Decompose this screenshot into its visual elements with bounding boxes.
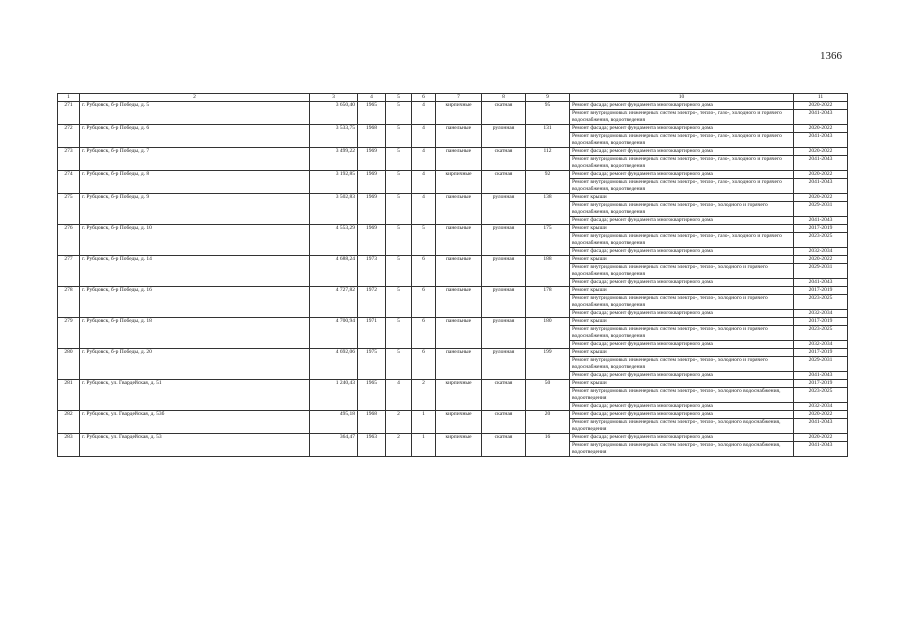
work-type-cell: Ремонт внутридомовых инженерных систем электро-, тепло-, газо-, холодного и горячего водоснабжения, водоотведения — [570, 233, 794, 248]
column-header-10: 10 — [570, 94, 794, 102]
column-header-11: 11 — [794, 94, 848, 102]
work-type-cell: Ремонт фасада; ремонт фундамента многоквартирного дома — [570, 217, 794, 225]
entrances-cell: 5 — [412, 225, 436, 256]
apartments-cell: 199 — [526, 349, 570, 380]
walls-material-cell: кирпичные — [436, 434, 482, 457]
walls-material-cell: панельные — [436, 225, 482, 256]
area-cell: 3 192,85 — [310, 171, 358, 194]
work-type-cell: Ремонт внутридомовых инженерных систем электро-, тепло-, холодного и горячего водоснабжения, водоотведения — [570, 326, 794, 341]
work-period-cell: 2041-2043 — [794, 442, 848, 457]
entrances-cell: 4 — [412, 148, 436, 171]
floors-cell: 5 — [386, 102, 412, 125]
work-type-cell: Ремонт фасада; ремонт фундамента многоквартирного дома — [570, 125, 794, 133]
walls-material-cell: кирпичные — [436, 411, 482, 434]
row-number: 281 — [58, 380, 80, 411]
apartments-cell: 92 — [526, 171, 570, 194]
column-header-3: 3 — [310, 94, 358, 102]
entrances-cell: 2 — [412, 380, 436, 411]
row-number: 280 — [58, 349, 80, 380]
work-type-cell: Ремонт внутридомовых инженерных систем электро-, тепло-, холодного водоснабжения, водоотведения — [570, 419, 794, 434]
work-type-cell: Ремонт внутридомовых инженерных систем электро-, тепло-, холодного и горячего водоснабжения, водоотведения — [570, 202, 794, 217]
work-period-cell: 2017-2019 — [794, 318, 848, 326]
apartments-cell: 50 — [526, 380, 570, 411]
year-cell: 1972 — [358, 287, 386, 318]
table-row — [58, 148, 848, 156]
address-cell: г. Рубцовск, ул. Гвардейская, д. 53 — [80, 434, 310, 457]
column-header-6: 6 — [412, 94, 436, 102]
work-type-cell: Ремонт внутридомовых инженерных систем электро-, тепло-, холодного и горячего водоснабжения, водоотведения — [570, 264, 794, 279]
entrances-cell: 4 — [412, 194, 436, 225]
walls-material-cell: панельные — [436, 125, 482, 148]
area-cell: 4 727,82 — [310, 287, 358, 318]
work-type-cell: Ремонт фасада; ремонт фундамента многоквартирного дома — [570, 403, 794, 411]
work-type-cell: Ремонт внутридомовых инженерных систем электро-, тепло-, газо-, холодного и горячего водоснабжения, водоотведения — [570, 156, 794, 171]
work-period-cell: 2023-2025 — [794, 295, 848, 310]
address-cell: г. Рубцовск, б-р Победы, д. 6 — [80, 125, 310, 148]
entrances-cell: 4 — [412, 102, 436, 125]
entrances-cell: 6 — [412, 349, 436, 380]
roof-type-cell: скатная — [482, 380, 526, 411]
area-cell: 1 240,43 — [310, 380, 358, 411]
address-cell: г. Рубцовск, б-р Победы, д. 10 — [80, 225, 310, 256]
year-cell: 1965 — [358, 102, 386, 125]
walls-material-cell: панельные — [436, 287, 482, 318]
work-type-cell: Ремонт фасада; ремонт фундамента многоквартирного дома — [570, 372, 794, 380]
work-period-cell: 2041-2043 — [794, 156, 848, 171]
roof-type-cell: рулонная — [482, 125, 526, 148]
row-number: 275 — [58, 194, 80, 225]
work-period-cell: 2041-2043 — [794, 133, 848, 148]
work-type-cell: Ремонт фасада; ремонт фундамента многоквартирного дома — [570, 434, 794, 442]
roof-type-cell: скатная — [482, 434, 526, 457]
work-period-cell: 2017-2019 — [794, 380, 848, 388]
table-row — [58, 194, 848, 202]
column-header-8: 8 — [482, 94, 526, 102]
work-period-cell: 2041-2043 — [794, 419, 848, 434]
work-type-cell: Ремонт крыши — [570, 287, 794, 295]
work-type-cell: Ремонт внутридомовых инженерных систем электро-, тепло-, газо-, холодного и горячего водоснабжения, водоотведения — [570, 179, 794, 194]
area-cell: 4 700,94 — [310, 318, 358, 349]
walls-material-cell: панельные — [436, 256, 482, 287]
table-row — [58, 225, 848, 233]
work-type-cell: Ремонт фасада; ремонт фундамента многоквартирного дома — [570, 341, 794, 349]
work-period-cell: 2020-2022 — [794, 171, 848, 179]
row-number: 283 — [58, 434, 80, 457]
housing-register-table — [57, 93, 848, 457]
row-number: 278 — [58, 287, 80, 318]
work-period-cell: 2020-2022 — [794, 148, 848, 156]
address-cell: г. Рубцовск, б-р Победы, д. 8 — [80, 171, 310, 194]
entrances-cell: 6 — [412, 318, 436, 349]
apartments-cell: 95 — [526, 102, 570, 125]
work-type-cell: Ремонт внутридомовых инженерных систем электро-, тепло-, газо-, холодного и горячего водоснабжения, водоотведения — [570, 110, 794, 125]
work-type-cell: Ремонт фасада; ремонт фундамента многоквартирного дома — [570, 310, 794, 318]
apartments-cell: 138 — [526, 194, 570, 225]
work-period-cell: 2041-2043 — [794, 372, 848, 380]
work-type-cell: Ремонт крыши — [570, 349, 794, 357]
table-row — [58, 434, 848, 442]
floors-cell: 5 — [386, 318, 412, 349]
work-type-cell: Ремонт фасада; ремонт фундамента многоквартирного дома — [570, 411, 794, 419]
row-number: 276 — [58, 225, 80, 256]
floors-cell: 5 — [386, 225, 412, 256]
work-type-cell: Ремонт внутридомовых инженерных систем электро-, тепло-, газо-, холодного и горячего водоснабжения, водоотведения — [570, 133, 794, 148]
walls-material-cell: панельные — [436, 148, 482, 171]
row-number: 274 — [58, 171, 80, 194]
work-type-cell: Ремонт фасада; ремонт фундамента многоквартирного дома — [570, 248, 794, 256]
roof-type-cell: скатная — [482, 171, 526, 194]
work-period-cell: 2032-2034 — [794, 341, 848, 349]
area-cell: 4 692,06 — [310, 349, 358, 380]
work-type-cell: Ремонт фасада; ремонт фундамента многоквартирного дома — [570, 279, 794, 287]
year-cell: 1973 — [358, 256, 386, 287]
row-number: 273 — [58, 148, 80, 171]
work-period-cell: 2029-2031 — [794, 264, 848, 279]
work-period-cell: 2029-2031 — [794, 357, 848, 372]
work-period-cell: 2032-2034 — [794, 310, 848, 318]
column-header-5: 5 — [386, 94, 412, 102]
floors-cell: 4 — [386, 380, 412, 411]
table-row — [58, 102, 848, 110]
address-cell: г. Рубцовск, б-р Победы, д. 9 — [80, 194, 310, 225]
roof-type-cell: рулонная — [482, 287, 526, 318]
roof-type-cell: рулонная — [482, 318, 526, 349]
row-number: 277 — [58, 256, 80, 287]
work-type-cell: Ремонт внутридомовых инженерных систем электро-, тепло-, холодного и горячего водоснабжения, водоотведения — [570, 357, 794, 372]
work-type-cell: Ремонт крыши — [570, 194, 794, 202]
area-cell: 4 553,29 — [310, 225, 358, 256]
roof-type-cell: рулонная — [482, 256, 526, 287]
walls-material-cell: панельные — [436, 318, 482, 349]
table-row — [58, 411, 848, 419]
year-cell: 1975 — [358, 349, 386, 380]
column-header-9: 9 — [526, 94, 570, 102]
row-number: 282 — [58, 411, 80, 434]
table-row — [58, 256, 848, 264]
area-cell: 4 688,24 — [310, 256, 358, 287]
apartments-cell: 178 — [526, 287, 570, 318]
apartments-cell: 180 — [526, 318, 570, 349]
column-number-row — [58, 94, 848, 102]
entrances-cell: 6 — [412, 256, 436, 287]
year-cell: 1965 — [358, 380, 386, 411]
apartments-cell: 20 — [526, 411, 570, 434]
floors-cell: 2 — [386, 411, 412, 434]
floors-cell: 5 — [386, 148, 412, 171]
year-cell: 1969 — [358, 225, 386, 256]
address-cell: г. Рубцовск, ул. Гвардейская, д. 51 — [80, 380, 310, 411]
apartments-cell: 131 — [526, 125, 570, 148]
row-number: 271 — [58, 102, 80, 125]
year-cell: 1971 — [358, 318, 386, 349]
work-period-cell: 2041-2043 — [794, 217, 848, 225]
table-row — [58, 380, 848, 388]
work-type-cell: Ремонт фасада; ремонт фундамента многоквартирного дома — [570, 148, 794, 156]
apartments-cell: 112 — [526, 148, 570, 171]
work-period-cell: 2029-2031 — [794, 202, 848, 217]
table-row — [58, 349, 848, 357]
area-cell: 364,47 — [310, 434, 358, 457]
address-cell: г. Рубцовск, б-р Победы, д. 5 — [80, 102, 310, 125]
area-cell: 495,18 — [310, 411, 358, 434]
walls-material-cell: кирпичные — [436, 102, 482, 125]
entrances-cell: 6 — [412, 287, 436, 318]
table-row — [58, 171, 848, 179]
roof-type-cell: скатная — [482, 102, 526, 125]
apartments-cell: 188 — [526, 256, 570, 287]
area-cell: 3 499,22 — [310, 148, 358, 171]
roof-type-cell: рулонная — [482, 225, 526, 256]
year-cell: 1969 — [358, 171, 386, 194]
work-period-cell: 2023-2025 — [794, 326, 848, 341]
floors-cell: 5 — [386, 349, 412, 380]
work-period-cell: 2020-2022 — [794, 102, 848, 110]
roof-type-cell: рулонная — [482, 349, 526, 380]
work-period-cell: 2020-2022 — [794, 411, 848, 419]
work-period-cell: 2023-2025 — [794, 233, 848, 248]
work-period-cell: 2020-2022 — [794, 125, 848, 133]
column-header-4: 4 — [358, 94, 386, 102]
address-cell: г. Рубцовск, б-р Победы, д. 16 — [80, 287, 310, 318]
work-period-cell: 2017-2019 — [794, 287, 848, 295]
work-type-cell: Ремонт внутридомовых инженерных систем электро-, тепло-, холодного водоснабжения, водоотведения — [570, 388, 794, 403]
table-row — [58, 318, 848, 326]
page-number: 1366 — [820, 50, 842, 62]
work-period-cell: 2041-2043 — [794, 279, 848, 287]
entrances-cell: 4 — [412, 125, 436, 148]
address-cell: г. Рубцовск, б-р Победы, д. 20 — [80, 349, 310, 380]
work-type-cell: Ремонт внутридомовых инженерных систем электро-, тепло-, холодного водоснабжения, водоотведения — [570, 442, 794, 457]
year-cell: 1969 — [358, 194, 386, 225]
roof-type-cell: скатная — [482, 148, 526, 171]
address-cell: г. Рубцовск, б-р Победы, д. 14 — [80, 256, 310, 287]
floors-cell: 5 — [386, 125, 412, 148]
floors-cell: 5 — [386, 287, 412, 318]
apartments-cell: 175 — [526, 225, 570, 256]
walls-material-cell: кирпичные — [436, 380, 482, 411]
year-cell: 1968 — [358, 125, 386, 148]
apartments-cell: 16 — [526, 434, 570, 457]
table-row — [58, 287, 848, 295]
entrances-cell: 4 — [412, 171, 436, 194]
work-type-cell: Ремонт внутридомовых инженерных систем электро-, тепло-, холодного и горячего водоснабжения, водоотведения — [570, 295, 794, 310]
work-period-cell: 2020-2022 — [794, 256, 848, 264]
address-cell: г. Рубцовск, ул. Гвардейская, д. 53б — [80, 411, 310, 434]
work-type-cell: Ремонт крыши — [570, 318, 794, 326]
roof-type-cell: рулонная — [482, 194, 526, 225]
column-header-7: 7 — [436, 94, 482, 102]
area-cell: 3 533,75 — [310, 125, 358, 148]
work-period-cell: 2020-2022 — [794, 434, 848, 442]
work-type-cell: Ремонт крыши — [570, 380, 794, 388]
work-type-cell: Ремонт крыши — [570, 225, 794, 233]
walls-material-cell: панельные — [436, 194, 482, 225]
area-cell: 3 502,83 — [310, 194, 358, 225]
work-type-cell: Ремонт фасада; ремонт фундамента многоквартирного дома — [570, 102, 794, 110]
work-period-cell: 2041-2043 — [794, 179, 848, 194]
work-period-cell: 2017-2019 — [794, 225, 848, 233]
work-period-cell: 2032-2034 — [794, 403, 848, 411]
work-type-cell: Ремонт крыши — [570, 256, 794, 264]
work-period-cell: 2023-2025 — [794, 388, 848, 403]
floors-cell: 5 — [386, 256, 412, 287]
work-period-cell: 2032-2034 — [794, 248, 848, 256]
row-number: 279 — [58, 318, 80, 349]
walls-material-cell: кирпичные — [436, 171, 482, 194]
address-cell: г. Рубцовск, б-р Победы, д. 7 — [80, 148, 310, 171]
year-cell: 1969 — [358, 148, 386, 171]
address-cell: г. Рубцовск, б-р Победы, д. 18 — [80, 318, 310, 349]
walls-material-cell: панельные — [436, 349, 482, 380]
floors-cell: 2 — [386, 434, 412, 457]
work-type-cell: Ремонт фасада; ремонт фундамента многоквартирного дома — [570, 171, 794, 179]
area-cell: 3 650,40 — [310, 102, 358, 125]
floors-cell: 5 — [386, 171, 412, 194]
entrances-cell: 1 — [412, 434, 436, 457]
work-period-cell: 2020-2022 — [794, 194, 848, 202]
roof-type-cell: скатная — [482, 411, 526, 434]
work-period-cell: 2017-2019 — [794, 349, 848, 357]
year-cell: 1968 — [358, 411, 386, 434]
year-cell: 1963 — [358, 434, 386, 457]
work-period-cell: 2041-2043 — [794, 110, 848, 125]
table-row — [58, 125, 848, 133]
table-body — [58, 102, 848, 457]
column-header-2: 2 — [80, 94, 310, 102]
floors-cell: 5 — [386, 194, 412, 225]
column-header-1: 1 — [58, 94, 80, 102]
entrances-cell: 1 — [412, 411, 436, 434]
row-number: 272 — [58, 125, 80, 148]
